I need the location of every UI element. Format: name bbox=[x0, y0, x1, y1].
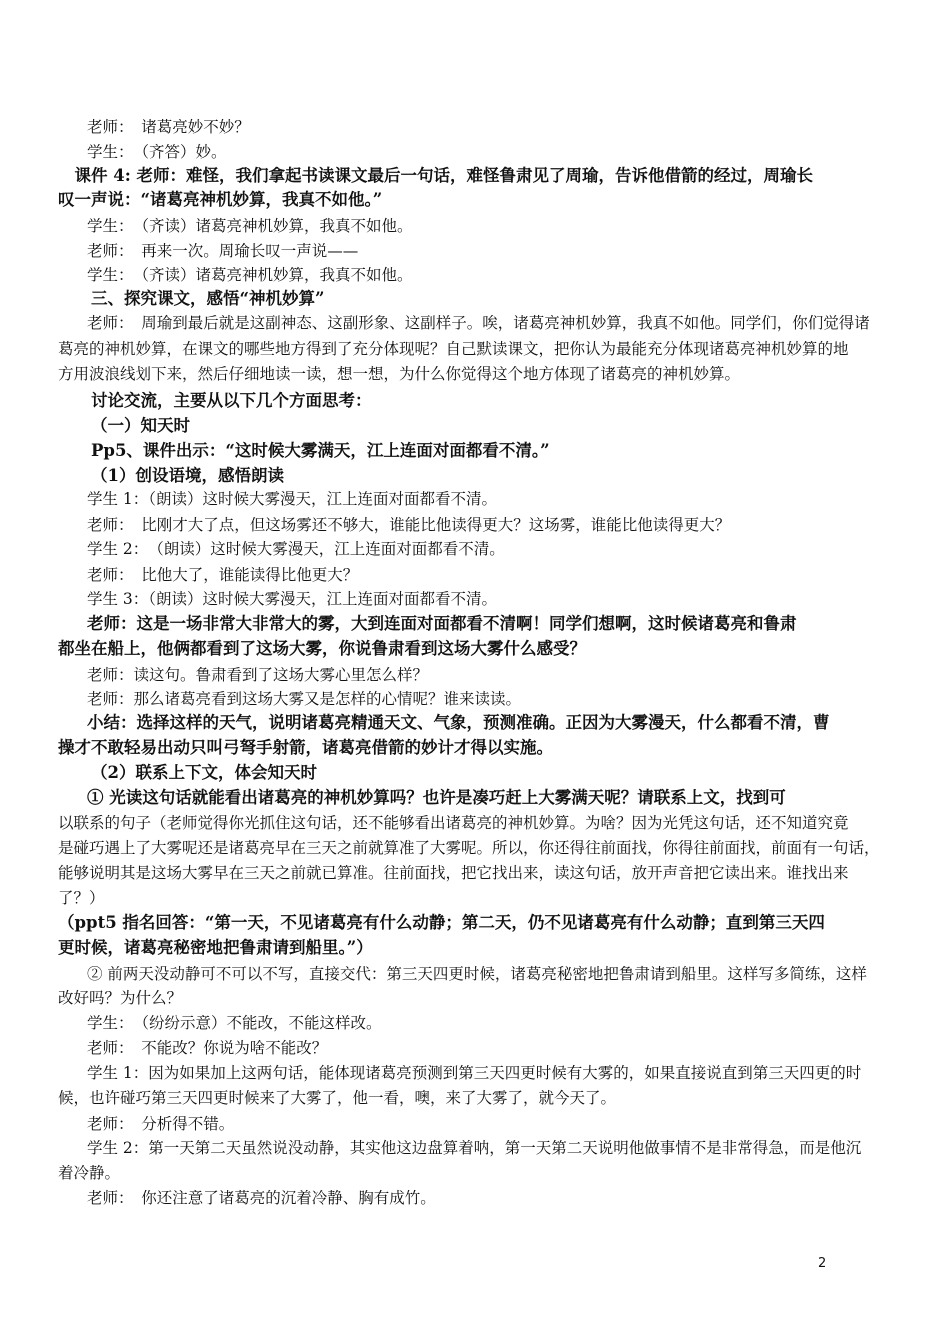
text-line: 学生： （齐答）妙。 bbox=[87, 143, 227, 161]
text-line: 老师： 周瑜到最后就是这副神态、这副形象、这副样子。唉，诸葛亮神机妙算，我真不如他。同学们，你们觉得诸 bbox=[87, 314, 870, 332]
text-line: 学生： （纷纷示意）不能改，不能这样改。 bbox=[87, 1014, 382, 1032]
text-line: （2）联系上下文，体会知天时 bbox=[91, 763, 317, 782]
text-line: 老师： 分析得不错。 bbox=[87, 1115, 235, 1133]
text-line: 讨论交流，主要从以下几个方面思考： bbox=[91, 391, 372, 410]
text-line: 操才不敢轻易出动只叫弓弩手射箭，诸葛亮借箭的妙计才得以实施。 bbox=[58, 738, 553, 757]
text-line: 小结：选择这样的天气，说明诸葛亮精通天文、气象，预测准确。正因为大雾漫天，什么都看不清，曹 bbox=[87, 713, 830, 732]
text-line: 老师： 比他大了，谁能读得比他更大？ bbox=[87, 566, 359, 584]
text-line: 着冷静。 bbox=[58, 1164, 121, 1182]
text-line: 是碰巧遇上了大雾呢还是诸葛亮早在三天之前就算准了大雾呢。所以，你还得往前面找，你得往前面找，前面有一句话， bbox=[58, 839, 880, 857]
text-line: 学生 1：（朗读）这时候大雾漫天，江上连面对面都看不清。 bbox=[87, 490, 498, 508]
text-line: 学生 2：第一天第二天虽然说没动静，其实他这边盘算着呐，第一天第二天说明他做事情不是非常得急，而是他沉 bbox=[87, 1139, 862, 1157]
text-line: 老师：那么诸葛亮看到这场大雾又是怎样的心情呢？谁来读读。 bbox=[87, 690, 522, 708]
text-line: ② 前两天没动静可不可以不写，直接交代：第三天四更时候，诸葛亮秘密地把鲁肃请到船里。这样写多简练，这样 bbox=[87, 965, 867, 983]
text-line: （1）创设语境，感悟朗读 bbox=[91, 466, 284, 485]
text-line: 能够说明其是这场大雾早在三天之前就已算准。往前面找，把它找出来，读这句话，放开声音把它读出来。谁找出来 bbox=[58, 864, 849, 882]
text-line: 老师： 不能改？你说为啥不能改？ bbox=[87, 1039, 328, 1057]
text-line: （ppt5 指名回答：“第一天，不见诸葛亮有什么动静；第二天，仍不见诸葛亮有什么动静；直到第三天四 bbox=[58, 913, 825, 932]
text-line: 老师： 诸葛亮妙不妙？ bbox=[87, 118, 250, 136]
text-line: 学生 3：（朗读）这时候大雾漫天，江上连面对面都看不清。 bbox=[87, 590, 498, 608]
text-line: 叹一声说：“诸葛亮神机妙算，我真不如他。” bbox=[58, 190, 383, 209]
text-line: 更时候，诸葛亮秘密地把鲁肃请到船里。”） bbox=[58, 938, 373, 957]
text-line: Pp5、课件出示：“这时候大雾满天，江上连面对面都看不清。” bbox=[91, 441, 550, 460]
text-line: 三、探究课文，感悟“神机妙算” bbox=[91, 289, 325, 308]
text-line: ① 光读这句话就能看出诸葛亮的神机妙算吗？也许是凑巧赶上大雾满天呢？请联系上文，找到可 bbox=[87, 788, 786, 807]
text-line: 改好吗？为什么？ bbox=[58, 989, 183, 1007]
text-line: 老师： 你还注意了诸葛亮的沉着冷静、胸有成竹。 bbox=[87, 1189, 436, 1207]
page-number: 2 bbox=[818, 1256, 827, 1271]
text-line: 老师： 再来一次。周瑜长叹一声说—— bbox=[87, 242, 359, 260]
text-line: 课件 4: 老师：难怪，我们拿起书读课文最后一句话，难怪鲁肃见了周瑜，告诉他借箭的经过，周瑜长 bbox=[58, 166, 814, 185]
text-line: 以联系的句子（老师觉得你光抓住这句话，还不能够看出诸葛亮的神机妙算。为啥？因为光凭这句话，还不知道究竟 bbox=[58, 814, 849, 832]
text-line: 学生： （齐读）诸葛亮神机妙算，我真不如他。 bbox=[87, 217, 413, 235]
text-line: 老师： 比刚才大了点，但这场雾还不够大，谁能比他读得更大？这场雾，谁能比他读得更大？ bbox=[87, 516, 731, 534]
text-line: 老师：这是一场非常大非常大的雾，大到连面对面都看不清啊！同学们想啊，这时候诸葛亮和鲁肃 bbox=[87, 614, 797, 633]
text-line: 学生 1：因为如果加上这两句话，能体现诸葛亮预测到第三天四更时候有大雾的，如果直接说直到第三天四更的时 bbox=[87, 1064, 862, 1082]
text-line: 都坐在船上，他俩都看到了这场大雾，你说鲁肃看到这场大雾什么感受？ bbox=[58, 639, 586, 658]
text-line: 候，也许碰巧第三天四更时候来了大雾了，他一看，噢，来了大雾了，就今天了。 bbox=[58, 1089, 617, 1107]
text-line: 学生 2： （朗读）这时候大雾漫天，江上连面对面都看不清。 bbox=[87, 540, 505, 558]
text-line: 学生： （齐读）诸葛亮神机妙算，我真不如他。 bbox=[87, 266, 413, 284]
text-line: 了？） bbox=[58, 889, 105, 907]
text-line: 方用波浪线划下来，然后仔细地读一读，想一想，为什么你觉得这个地方体现了诸葛亮的神机妙算。 bbox=[58, 365, 741, 383]
text-line: （一）知天时 bbox=[91, 416, 190, 435]
text-line: 老师：读这句。鲁肃看到了这场大雾心里怎么样？ bbox=[87, 666, 429, 684]
text-line: 葛亮的神机妙算，在课文的哪些地方得到了充分体现呢？自己默读课文，把你认为最能充分体现诸葛亮神机妙算的地 bbox=[58, 340, 849, 358]
